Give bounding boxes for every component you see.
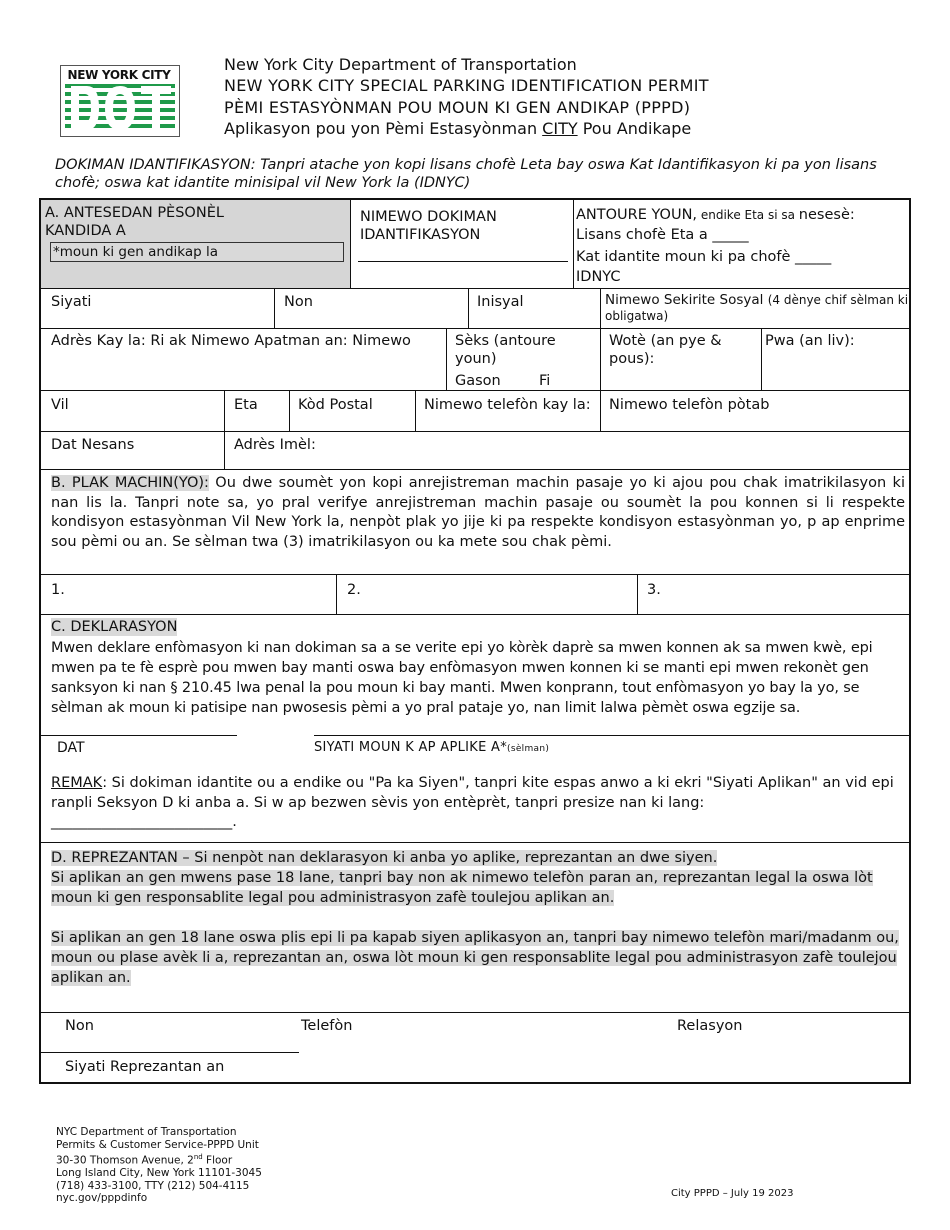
footer-website: nyc.gov/pppdinfo — [56, 1192, 148, 1205]
id-number-input[interactable] — [358, 261, 568, 262]
plate-3-field[interactable]: 3. — [647, 582, 661, 598]
footer-line-1: NYC Department of Transportation — [56, 1126, 237, 1138]
home-phone-field[interactable]: Nimewo telefòn kay la: — [424, 397, 591, 413]
section-d-minor-paragraph: Si aplikan an gen mwens pase 18 lane, tanpri bay non ak nimewo telefòn paran an, reprezantan legal la oswa lòt moun ki gen responsablite legal pou administrasyon zafè toulejou aplikan an. — [51, 870, 873, 906]
section-d-text — [51, 848, 911, 988]
remark-text — [51, 774, 913, 833]
representative-signature-field[interactable]: Siyati Reprezantan an — [65, 1059, 225, 1075]
declaration-text: Mwen deklare enfòmasyon ki nan dokiman sa a se verite epi yo kòrèk daprè sa mwen konnen ak sa mwen kwè, epi mwen pa te fè esprè pou mwen bay manti oswa bay enfòmasyon mwen konnen ki se manti epi mwen rekonèt gen sanksyon ki nan § 210.45 lwa penal la pou moun ki bay manti. Mwen konprann, tout enfòmasyon yo bay la yo, se sèlman ak moun ki patisipe nan pwosesis pèmi a yo pral pataje yo, nan limit lalwa pèmèt oswa egzije sa. — [51, 640, 873, 716]
header-app-city: CITY — [542, 119, 578, 138]
date-of-birth-field[interactable]: Dat Nesans — [51, 437, 135, 453]
signature-only-note: (sèlman) — [507, 744, 550, 754]
footer-line-4: Long Island City, New York 11101-3045 — [56, 1167, 262, 1180]
logo-text: NEW YORK CITY — [67, 68, 171, 82]
section-c-title: C. DEKLARASYON — [51, 619, 178, 635]
email-field[interactable]: Adrès Imèl: — [234, 437, 316, 453]
zip-field[interactable]: Kòd Postal — [298, 397, 373, 413]
choose-one-label — [576, 206, 855, 224]
remark-label: REMAK — [51, 775, 103, 791]
section-b-text — [51, 474, 905, 552]
height-field[interactable]: Wotè (an pye & pous): — [609, 333, 722, 367]
footer-line-3a: 30-30 Thomson Avenue, 2 — [56, 1154, 194, 1167]
footer-line-2: Permits & Customer Service-PPPD Unit — [56, 1138, 259, 1151]
sex-male-option[interactable]: Gason — [455, 373, 501, 389]
id-document-instructions: DOKIMAN IDANTIFIKASYON: Tanpri atache yon kopi lisans chofè Leta bay oswa Kat Idantifikasyon ki pa yon lisans chofè; oswa kat idantite minisipal vil New York la (IDNYC) — [55, 157, 877, 191]
disabled-person-note: *moun ki gen andikap la — [50, 242, 344, 262]
section-b-title: B. PLAK MACHIN(YO): — [51, 475, 209, 491]
plate-2-field[interactable]: 2. — [347, 582, 361, 598]
section-d-title: D. REPREZANTAN – Si nenpòt nan deklarasyon ki anba yo aplike, reprezantan an dwe siyen. — [51, 850, 718, 866]
footer-line-3-sup: nd — [193, 1153, 203, 1162]
footer-address — [56, 1126, 262, 1205]
header-app-b: Pou Andikape — [577, 119, 692, 138]
section-b-body: Ou dwe soumèt yon kopi anrejistreman machin pasaje yo ki ajou pou chak imatrikilasyon ki nan lis la. Tanpri note sa, yo pral verifye anrejistreman machin pasaje ou soumèt la pou konnen si li respekte kondisyon estasyònman Vil New York la, nenpòt plak yo jije ki pa respekte kondisyon estasyònman yo, p ap enprime sou pèmi ou an. Se sèlman twa (3) imatrikilasyon ou ka mete sou chak pèmi. — [51, 475, 905, 550]
header-permit-title-ht: PÈMI ESTASYÒNMAN POU MOUN KI GEN ANDIKAP (PPPD) — [224, 98, 691, 117]
form-version-date: City PPPD – July 19 2023 — [671, 1188, 794, 1199]
choose-needed: nesesè: — [798, 207, 855, 223]
ssn-note: (4 dènye chif sèlman ki obligatwa) — [605, 293, 909, 323]
date-field[interactable]: DAT — [57, 740, 85, 756]
id-number-label: NIMEWO DOKIMAN IDANTIFIKASYON — [360, 209, 497, 243]
nyc-dot-logo — [60, 65, 180, 137]
applicant-signature-field[interactable] — [314, 739, 549, 758]
header-permit-title: NEW YORK CITY SPECIAL PARKING IDENTIFICATION PERMIT — [224, 76, 709, 95]
section-d-adult-paragraph: Si aplikan an gen 18 lane oswa plis epi li pa kapab siyen aplikasyon an, tanpri bay nimewo telefòn mari/madanm ou, moun ou plase avèk li a, reprezantan an, oswa lòt moun ki gen responsablite legal pou administrasyon zafè toulejou aplikan an. — [51, 930, 899, 986]
weight-field[interactable]: Pwa (an liv): — [765, 333, 855, 349]
sex-label: Sèks (antoure youn) — [455, 333, 556, 367]
footer-line-3b: Floor — [202, 1154, 233, 1167]
sex-female-option[interactable]: Fi — [539, 373, 551, 389]
city-field[interactable]: Vil — [51, 397, 69, 413]
footer-line-3 — [56, 1151, 262, 1167]
idnyc-option[interactable]: IDNYC — [576, 269, 621, 285]
signature-field[interactable]: Siyati — [51, 294, 92, 310]
application-form — [39, 198, 911, 1084]
representative-relation-field[interactable]: Relasyon — [677, 1018, 743, 1034]
state-field[interactable]: Eta — [234, 397, 258, 413]
header-application-title — [224, 119, 691, 138]
section-a-title: A. ANTESEDAN PÈSONÈL KANDIDA A — [45, 205, 224, 239]
interpreter-language-field[interactable]: _________________________. — [51, 814, 237, 830]
initial-field[interactable]: Inisyal — [477, 294, 524, 310]
nondriver-id-option[interactable]: Kat idantite moun ki pa chofè _____ — [576, 249, 832, 265]
representative-phone-field[interactable]: Telefòn — [301, 1018, 353, 1034]
ssn-label: Nimewo Sekirite Sosyal — [605, 292, 764, 308]
representative-name-field[interactable]: Non — [65, 1018, 94, 1034]
remark-body: : Si dokiman idantite ou a endike ou "Pa ka Siyen", tanpri kite espas anwo a ki ekri "Siyati Aplikan" an vid epi ranpli Seksyon D ki anba a. Si w ap bezwen sèvis yon entèprèt, tanpri presize nan ki lang: — [51, 775, 894, 811]
header-app-a: Aplikasyon pou yon Pèmi Estasyònman — [224, 119, 543, 138]
applicant-signature-label: SIYATI MOUN K AP APLIKE A* — [314, 740, 508, 755]
dot-logo-icon — [65, 84, 175, 132]
choose-note: endike Eta si sa — [697, 208, 799, 222]
home-address-field[interactable]: Adrès Kay la: Ri ak Nimewo Apatman an: Nimewo — [51, 333, 411, 349]
footer-line-5: (718) 433-3100, TTY (212) 504-4115 — [56, 1179, 250, 1192]
license-option[interactable]: Lisans chofè Eta a _____ — [576, 227, 749, 243]
header-department: New York City Department of Transportation — [224, 55, 577, 74]
choose-title: ANTOURE YOUN, — [576, 207, 698, 223]
plate-1-field[interactable]: 1. — [51, 582, 65, 598]
cell-phone-field[interactable]: Nimewo telefòn pòtab — [609, 397, 770, 413]
ssn-field[interactable] — [605, 292, 911, 324]
last-name-field[interactable]: Non — [284, 294, 313, 310]
